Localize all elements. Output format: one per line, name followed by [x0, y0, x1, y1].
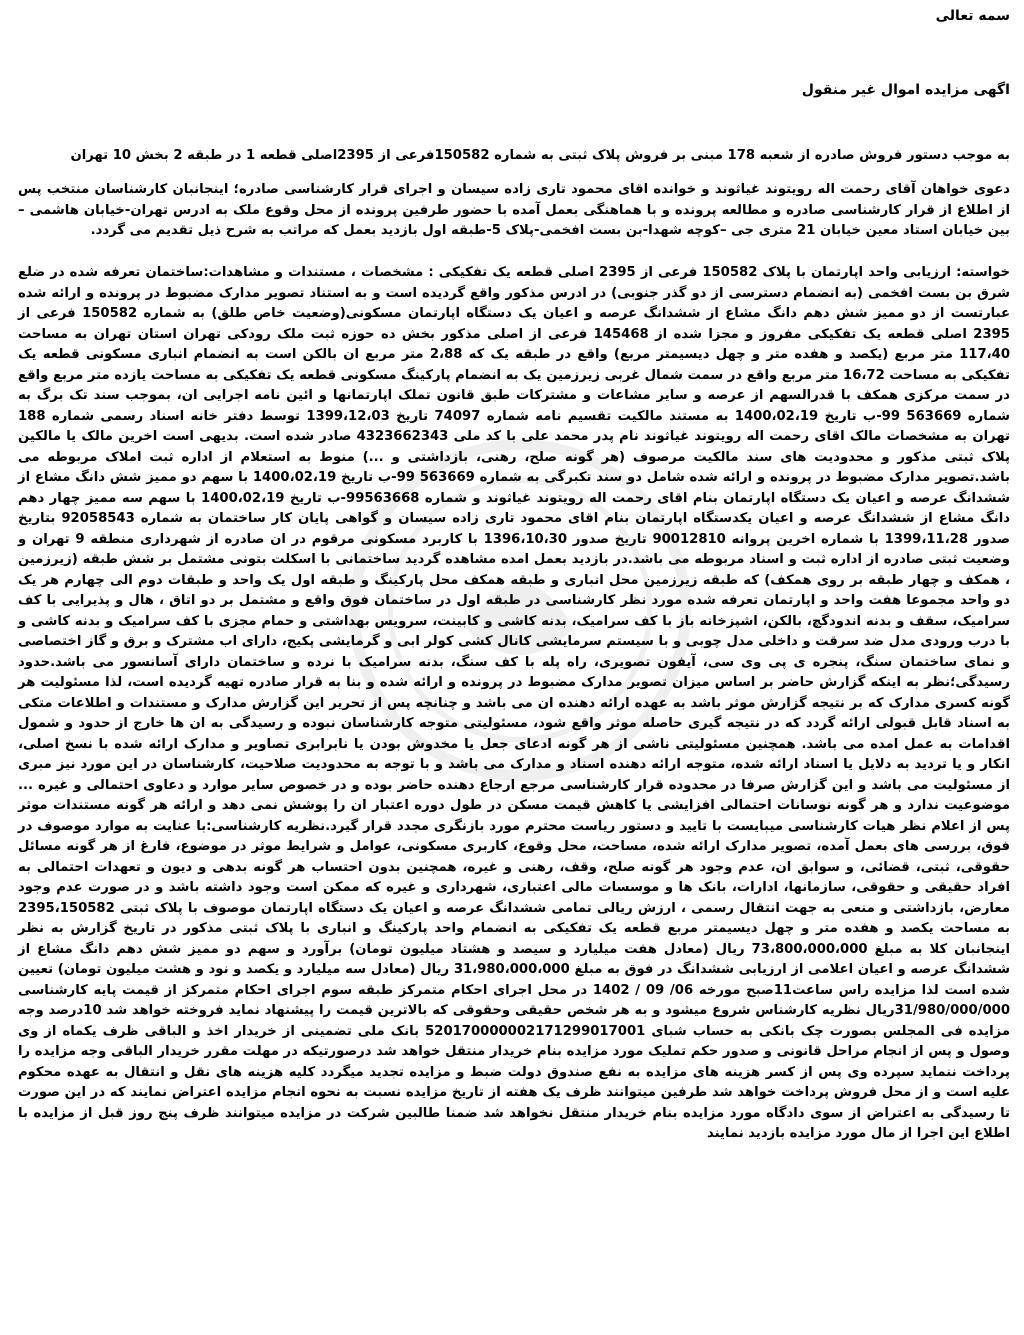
- invocation-heading: سمه تعالی: [935, 8, 1010, 24]
- notice-title: اگهی مزایده اموال غیر منقول: [801, 82, 1010, 98]
- paragraph-sale-order: به موجب دستور فروش صادره از شعبه 178 مبنی بر فروش پلاک ثبتی به شماره 150582فرعی از 2395اصلی قطعه 1 در طبقه 2 بخش 10 تهران: [70, 148, 1010, 163]
- paragraph-parties: دعوی خواهان آقای رحمت اله رویتوند غیاثوند و خوانده اقای محمود تاری زاده سیسان و اجرای قرار کارشناسی صادره؛ اینجانبان کارشناسان منتخب پس از اطلاع از قرار کارشناسی صادره و مطالعه پرونده و با هماهنگی بعمل آمده با حضور طرفین پرونده از محل وقوع ملک به ادرس تهران-خیابان هاشمی – بین خیابان استاد معین خیابان 21 متری جی –کوچه شهدا-بن بست افخمی-پلاک 5-طبقه اول بازدید بعمل که مراتب به شرح ذیل تقدیم می گردد.: [18, 182, 1010, 238]
- paragraph-expert-report: خواسته: ارزیابی واحد اپارتمان با پلاک 150582 فرعی از 2395 اصلی قطعه یک تفکیکی : مشخصات ، مستندات و مشاهدات:ساختمان تعرفه شده در ضلع شرق بن بست افخمی (به انضمام دسترسی از دو گذر جنوبی) در ادرس مذکور واقع گردیده است و به استناد تصویر مدارک مضبوط در پرونده و ارائه شده عبارتست از دو ممیز شش دهم دانگ مشاع از ششدانگ عرصه و اعیان یک دستگاه اپارتمان مسکونی(وضعیت خاص طلق) به شماره 150582 فرعی از 2395 اصلی قطعه یک تفکیکی مفروز و مجزا شده از 145468 فرعی از اصلی مذکور بخش ده حوزه ثبت ملک رودکی تهران استان تهران به مساحت 117،40 متر مربع (یکصد و هفده متر و چهل دیسیمتر مربع) واقع در طبقه یک که 2،88 متر مربع ان بالکن است به انضمام انباری مسکونی قطعه یک تفکیکی به مساحت 16،72 متر مربع واقع در سمت شمال غربی زیرزمین یک به انضمام پارکینگ مسکونی قطعه یک تفکیکی به مساحت یازده متر مربع واقع در سمت مرکزی همکف با قدرالسهم از عرصه و سایر مشاعات و مشترکات طبق قانون تملک اپارتمانها و ائین نامه اجرایی ان، بموجب سند تک برگ به شماره 563669 99-ب تاریخ 1400،02،19 به مستند مالکیت تقسیم نامه شماره 74097 تاریخ 1399،12،03 توسط دفتر خانه اسناد رسمی شماره 188 تهران به مشخصات مالک اقای رحمت اله رویتوند غیاثوند نام پدر محمد علی با کد ملی 4323662343 صادر شده است. بدیهی است اخرین مالک یا مالکین پلاک ثبتی مذکور و محدودیت های سند مالکیت مرصوف (هر گونه صلح، رهنی، بازداشتی و ...) منوط به استعلام از اداره ثبت املاک مربوطه می باشد.تصویر مدارک مضبوط در پرونده و ارائه شده شامل دو سند تکبرگی به شماره 563669 99-ب تاریخ 1400،02،19 با سهم دو ممیز شش دانگ مشاع از ششدانگ عرصه و اعیان یک دستگاه اپارتمان بنام اقای رحمت اله رویتوند غیاثوند و شماره 99563668-ب تاریخ 1400،02،19 با سهم سه ممیز چهار دهم دانگ مشاع از ششدانگ عرصه و اعیان یکدستگاه اپارتمان بنام اقای محمود تاری زاده سیسان و گواهی پایان کار ساختمان به شماره 92058543 بتاریخ صدور 1399،11،28 با شماره اخرین پروانه 90012810 تاریخ صدور 1396،10،30 با کاربرد مسکونی مرقوم در ان صادره از شهرداری منطقه 9 تهران و وضعیت ثبتی صادره از اداره ثبت و اسناد مربوطه می باشد.در بازدید بعمل امده مشاهده گردید ساختمانی با اسکلت بتونی مشتمل بر شش طبقه (زیرزمین ، همکف و چهار طبقه بر روی همکف) که طبقه زیرزمین محل انباری و طبقه همکف محل پارکینگ و طبقه اول یک واحد و طبقات دوم الی چهارم هر یک دو واحد مجموعا هفت واحد و اپارتمان تعرفه شده مورد نظر کارشناسی در طبقه اول در ساختمان فوق واقع و مشتمل بر دو اتاق ، هال و پذیرایی با کف سرامیک، سقف و بدنه اندودگچ، بالکن، اشپزخانه باز با کف سرامیک، بدنه کاشی و کابینت، سرویس بهداشتی و حمام مجزی با کف سرامیک و بدنه کاشی و با درب ورودی مدل ضد سرقت و داخلی مدل چوبی و با سیستم سرمایشی کانال کشی کولر ابی و گرمایشی پکیج، دارای اب مشترک و برق و گاز اختصاصی و نمای ساختمان سنگ، پنجره ی پی وی سی، آیفون تصویری، راه پله با کف سنگ، بدنه سرامیک با نرده و ساختمان دارای آسانسور می باشد.حدود رسیدگی؛نظر به اینکه گزارش حاضر بر اساس میزان تصویر مدارک مضبوط در پرونده و ارائه شده و بنا به قرار صادره تهیه گردیده است، لذا مسئولیت هر گونه کسری مدارک که بر نتیجه گزارش موثر باشد به عهده ارائه دهنده ان می باشد و چنانچه پس از تحریر این گزارش مدارک و مستندات و اطلاعات متکی به اسناد قابل قبولی ارائه گردد که در نتیجه گیری حاصله موثر واقع شود، مسئولیتی متوجه کارشناسان نبوده و رسیدگی به ان ها خارج از حدود و شمول اقدامات به عمل امده می باشد. همچنین مسئولیتی ناشی از هر گونه ادعای جعل یا مخدوش بودن یا نابرابری تصاویر و مدارک ارائه شده با نسخ اصلی، انکار و یا تردید به دلایل یا اسناد ارائه شده، متوجه ارائه دهنده اسناد و مدارک می باشد و با توجه به محدودیت صلاحیت، کارشناسان در این مورد نیز مبری از مسئولیت می باشد و این گزارش صرفا در محدوده قرار کارشناسی مرجع ارجاع دهنده حاضر بوده و در خصوص سایر موارد و دعاوی احتمالی و غیره ... موضوعیت ندارد و هر گونه نوسانات احتمالی افزایشی یا کاهش قیمت مسکن در طول دوره اعتبار ان را پوشش نمی دهد و ارائه هر گونه مستندات موثر پس از اعلام نظر هیات کارشناسی میبایست با تایید و دستور ریاست محترم مورد بازنگری مجدد قرار گیرد.نظریه کارشناسی:با عنایت به موارد موصوف در فوق، بررسی های بعمل آمده، تصویر مدارک ارائه شده، مساحت، محل وقوع، کاربری مسکونی، عوامل و شرایط موثر در موضوع، فارغ از هر گونه مسائل حقوقی، ثبتی، قضائی، و سوابق ان، عدم وجود هر گونه صلح، وقف، رهنی و غیره، همچنین بدون احتساب هر گونه بدهی و دیون و تعهدات احتمالی به افراد حقیقی و حقوقی، سازمانها، ادارات، بانک ها و موسسات مالی اعتباری، شهرداری و غیره که ممکن است وجود داشته باشد و در صورت عدم وجود معارض، بازداشتی و منعی به جهت انتقال رسمی ، ارزش ریالی تمامی ششدانگ عرصه و اعیان یک دستگاه اپارتمان موصوف با پلاک ثبتی 2395،150582 به مساحت یکصد و هفده متر و چهل دیسیمتر مربع قطعه یک تفکیکی به انضمام واحد پارکینگ و انباری با پلاک ثبتی مذکور در تاریخ گزارش به نظر اینجانبان کلا به مبلغ 73،800،000،000 ریال (معادل هفت میلیارد و سیصد و هشتاد میلیون تومان) برآورد و سهم دو ممیز شش دهم دانگ مشاع از ششدانگ عرصه و اعیان اعلامی از ارزیابی ششدانگ در فوق به مبلغ 31،980،000،000 ریال (معادل سه میلیارد و یکصد و نود و هشت میلیون تومان) تعیین شده است لذا مزایده راس ساعت11صبح مورخه 06/ 09 / 1402 در محل اجرای احکام متمرکز طبقه سوم اجرای احکام متمرکز از قیمت پایه کارشناسی 31/980/000/000ریال نظریه کارشناس شروع میشود و به هر شخص حقیقی وحقوقی که بالاترین قیمت را پیشنهاد نماید فروخته خواهد شد 10درصد وجه مزایده فی المجلس بصورت چک بانکی به حساب شبای 520170000002171299017001 بانک ملی تضمینی از خریدار اخذ و الباقی ظرف یکماه از وی وصول و پس از انجام مراحل قانونی و صدور حکم تملیک مورد مزایده بنام خریدار منتقل خواهد شد درصورتیکه در مهلت مقرر خریدار الباقی وجه مزایده را پرداخت ننماید سپرده وی پس از کسر هزینه های مزایده به نفع صندوق دولت ضبط و مزایده تجدید میگردد کلیه هزینه های نقل و انتقال به عهده محکوم علیه است و از محل فروش پرداخت خواهد شد طرفین میتوانند ظرف یک هفته از تاریخ مزایده نسبت به نحوه انجام مزایده اعتراض نمایند که در این صورت تا رسیدگی به اعتراض از سوی دادگاه مورد مزایده بنام خریدار منتقل نخواهد شد ضمنا طالبین شرکت در مزایده میتوانند ظرف پنج روز قبل از مزایده با اطلاع این اجرا از مال مورد مزایده بازدید نمایند: [18, 265, 1011, 1141]
